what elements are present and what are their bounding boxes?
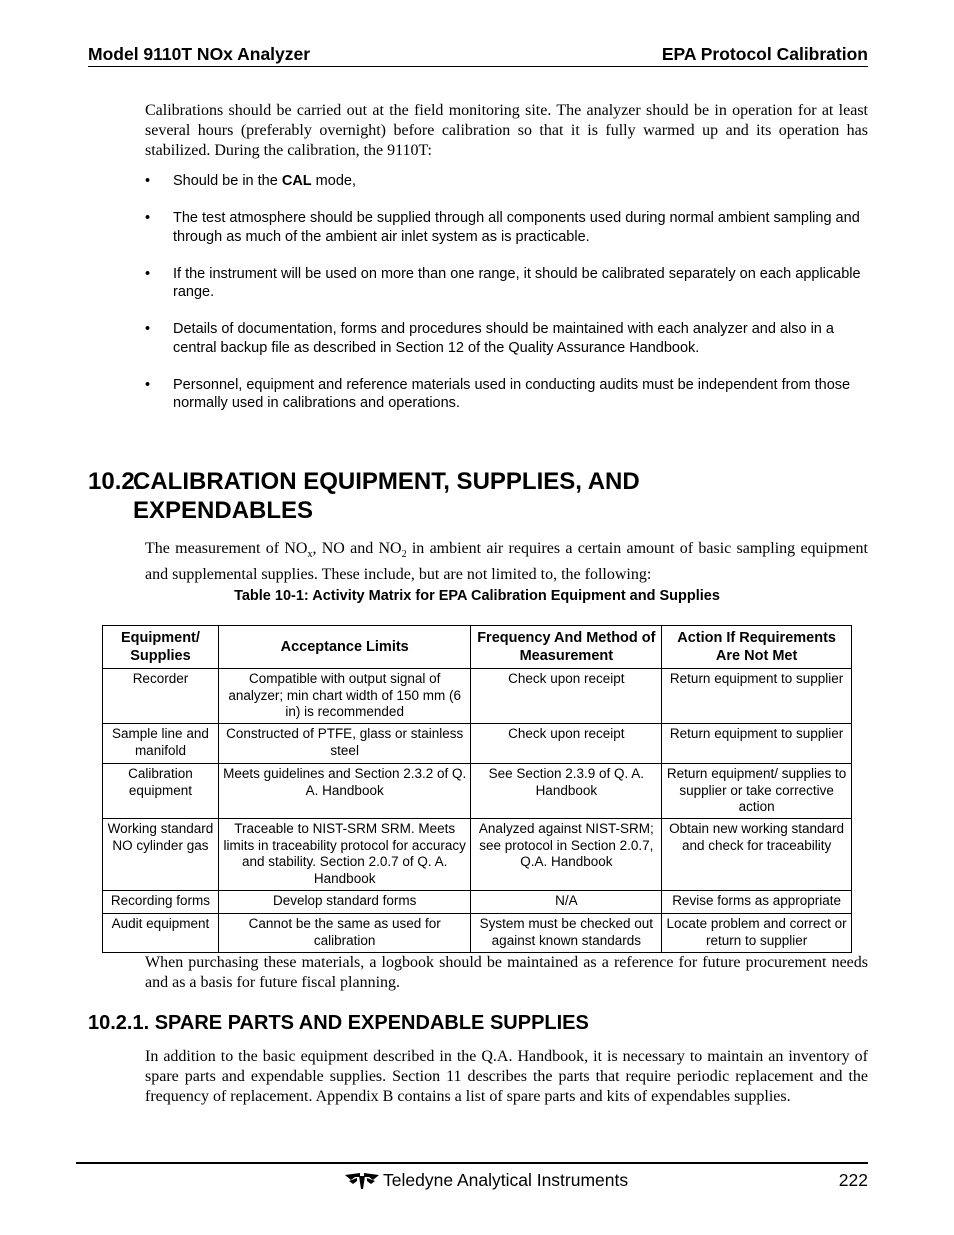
list-item: • The test atmosphere should be supplied through all components used during normal ambient sampling and through as much of the ambient air inlet system as is practicable. [145,209,868,246]
table-cell: Return equipment to supplier [662,669,852,724]
intro-paragraph: Calibrations should be carried out at the field monitoring site. The analyzer should be in operation for at least several hours (preferably overnight) before calibration so that it is fully warmed up and its operation has stabilized. During the calibration, the 9110T: [145,102,868,159]
table-cell: Recorder [103,669,219,724]
table-cell: Obtain new working standard and check for traceability [662,819,852,891]
column-header: Equipment/ Supplies [103,626,219,669]
table-row [103,724,852,764]
list-item: • Details of documentation, forms and procedures should be maintained with each analyzer and also in a central backup file as described in Section 12 of the Quality Assurance Handbook. [145,320,868,357]
table-cell: Calibration equipment [103,764,219,819]
column-header: Action If Requirements Are Not Met [662,626,852,669]
section-paragraph: The measurement of $NO_x$, NO and $NO_2$ in ambient air requires a certain amount of basic sampling equipment and supplemental supplies. These include, but are not limited to, the following: [145,540,868,584]
footer-company: Teledyne Analytical Instruments [383,1170,629,1190]
header-chapter: EPA Protocol Calibration [661,44,868,64]
table-row [103,764,852,819]
table-cell: Analyzed against NIST-SRM; see protocol in Section 2.0.7, Q.A. Handbook [471,819,662,891]
table-cell: Working standard NO cylinder gas [103,819,219,891]
table-header-row [103,626,852,669]
section-title-line2: EXPENDABLES [133,497,314,524]
table-row [103,914,852,953]
table-cell: N/A [471,891,662,914]
column-header: Frequency And Method of Measurement [471,626,662,669]
table-cell: Develop standard forms [218,891,471,914]
table-cell: Compatible with output signal of analyzer; min chart width of 150 mm (6 in) is recommended [218,669,471,724]
section-title-line1: CALIBRATION EQUIPMENT, SUPPLIES, AND [133,468,640,495]
table-cell: Revise forms as appropriate [662,891,852,914]
subsection-heading: 10.2.1. SPARE PARTS AND EXPENDABLE SUPPLIES [88,1012,589,1034]
table-cell: System must be checked out against known standards [471,914,662,953]
activity-matrix-table [102,625,852,953]
table-cell: Traceable to NIST-SRM SRM. Meets limits in traceability protocol for accuracy and stability. Section 2.0.7 of Q. A. Handbook [218,819,471,891]
table-cell: Meets guidelines and Section 2.3.2 of Q. A. Handbook [218,764,471,819]
section-heading [88,467,868,525]
after-table-paragraph: When purchasing these materials, a logbook should be maintained as a reference for future procurement needs and as a basis for future fiscal planning. [145,954,868,991]
column-header: Acceptance Limits [218,626,471,669]
page-header [88,44,868,67]
table-cell: Locate problem and correct or return to supplier [662,914,852,953]
list-item: • Personnel, equipment and reference materials used in conducting audits must be independent from those normally used in calibrations and operations. [145,376,868,413]
table-cell: Check upon receipt [471,724,662,764]
table-row [103,891,852,914]
table-cell: Return equipment to supplier [662,724,852,764]
table-cell: Check upon receipt [471,669,662,724]
table-cell: Sample line and manifold [103,724,219,764]
table-caption: Table 10-1: Activity Matrix for EPA Calibration Equipment and Supplies [234,588,720,604]
table-cell: Cannot be the same as used for calibration [218,914,471,953]
page-number: 222 [838,1170,868,1190]
table-cell: Constructed of PTFE, glass or stainless steel [218,724,471,764]
table-cell: Recording forms [103,891,219,914]
table-cell: See Section 2.3.9 of Q. A. Handbook [471,764,662,819]
table-cell: Return equipment/ supplies to supplier or take corrective action [662,764,852,819]
header-model: Model 9110T NOx Analyzer [88,44,311,64]
requirements-list [145,172,868,431]
section-number: 10.2. [88,468,142,495]
subsection-paragraph: In addition to the basic equipment described in the Q.A. Handbook, it is necessary to maintain an inventory of spare parts and expendable supplies. Section 11 describes the parts that require periodic replacement and the frequency of replacement. Appendix B contains a list of spare parts and kits of expendables supplies. [145,1048,868,1105]
table-cell: Audit equipment [103,914,219,953]
table-row [103,819,852,891]
list-item: • If the instrument will be used on more than one range, it should be calibrated separately on each applicable range. [145,265,868,302]
teledyne-logo-icon [345,1172,379,1195]
footer-rule [76,1162,868,1164]
list-item: • Should be in the CAL mode, [145,172,868,191]
table-row [103,669,852,724]
page-footer [0,1170,954,1192]
